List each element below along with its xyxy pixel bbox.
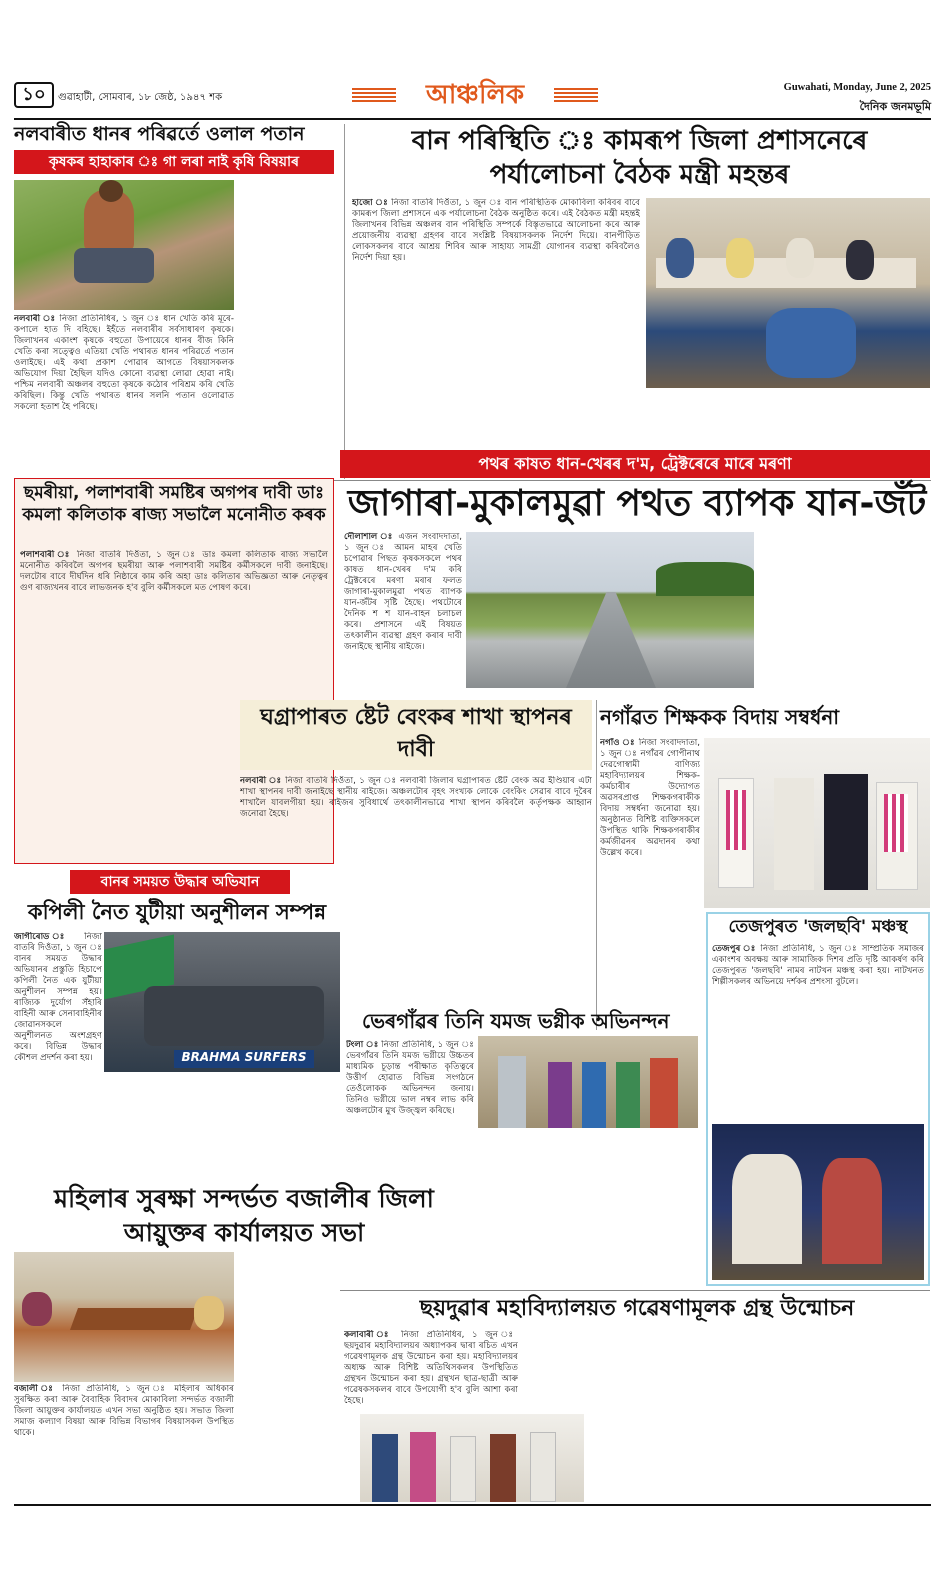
story7-body: জাগীৰোড ঃ নিজা বাতৰি দিওঁতা, ১ জুন ঃ বানৰ সময়ত উদ্ধাৰ অভিযানৰ প্ৰস্তুতি হিচাপে কপিলী নৈত এক যুটীয়া অনুশীলন সম্পন্ন হয়। ৰাজ্যিক দুৰ্যোগ সঁহাৰি বাহিনী আৰু সেনাবাহিনীৰ জোৱানসকলে অনুশীলনত অংশগ্ৰহণ কৰে। বিভিন্ন উদ্ধাৰ কৌশল প্ৰদৰ্শন কৰা হয়। xyxy=(14,932,102,1063)
story7-photo-caption: BRAHMA SURFERS xyxy=(174,1050,314,1068)
story1-headline: নলবাৰীত ধানৰ পৰিৱৰ্তে ওলাল পতান xyxy=(14,123,305,145)
story1-body: নলবাৰী ঃ নিজা প্ৰতিনিধিৰ, ১ জুন ঃ ধান খেতি কৰি মূৰে-কপালে হাত দি বহিছে। ইহঁতে নলবাৰীৰ সৰ্বসাধাৰণ কৃষকে। জিলাখনৰ একাংশ কৃষকে বহুতো উপায়েৰে ধানৰ বীজ কিনি খেতি কৰা সত্ত্বেও এতিয়া খেতি পথাৰত ধানৰ পৰিৱৰ্তে পতান ওলাইছে। এই কথা প্ৰকাশ পোৱাৰ আগতে বিষয়াসকলক অভিযোগ দিয়া হৈছিল যদিও কোনো ব্যৱস্থা লোৱা হোৱা নাই। পশ্চিম নলবাৰী অঞ্চলৰ বহুতো কৃষকে কঠোৰ পৰিশ্ৰম কৰি খেতি কৰিছিল। কিন্তু খেতি পথাৰত ধানৰ সলনি পতান ওলোৱাত সকলো হতাশ হৈ পৰিছে। xyxy=(14,314,234,412)
story8-photo xyxy=(478,1036,698,1128)
story11-body-col2 xyxy=(522,1330,930,1502)
story7-headline: কপিলী নৈত যুটীয়া অনুশীলন সম্পন্ন xyxy=(27,900,327,924)
masthead-date-english: Guwahati, Monday, June 2, 2025 xyxy=(783,82,931,93)
page-bottom-rule xyxy=(14,1504,931,1506)
page-number: ১০ xyxy=(14,82,54,108)
story3-body: পলাশবাৰী ঃ নিজা বাতৰি দিওঁতা, ১ জুন ঃ ডাঃ কমলা কলিতাক ৰাজ্য সভালৈ মনোনীত কৰিবলৈ অগপৰ ছমৰীয়া আৰু পলাশবাৰী সমষ্টিৰ কৰ্মীসকলে দাবী জনাইছে। দলটোৰ বাবে দীৰ্ঘদিন ধৰি নিষ্ঠাৰে কাম কৰি অহা ডাঃ কলিতাৰ অভিজ্ঞতা আৰু নেতৃত্বৰ গুণ ৰাজ্যখনৰ বাবে লাভজনক হ'ব বুলি কৰ্মীসকলে মত পোষণ কৰে। xyxy=(20,550,328,593)
story10-headline: মহিলাৰ সুৰক্ষা সন্দৰ্ভত বজালীৰ জিলা আয়ুক্তৰ কাৰ্যালয়ত সভা xyxy=(54,1184,434,1247)
column-rule xyxy=(596,700,597,1030)
story7-body-col2 xyxy=(104,1076,340,1172)
story10-photo xyxy=(14,1252,234,1382)
story10-body: বজালী ঃ নিজা প্ৰতিনিধি, ১ জুন ঃ মহিলাৰ অধিকাৰ সুৰক্ষিত কৰা আৰু বৈবাহিক বিবাদৰ মোকাবিলা সন্দৰ্ভত বজালী জিলা আয়ুক্তৰ কাৰ্যালয়ত এখন সভা অনুষ্ঠিত হয়। সভাত জিলা সমাজ কল্যাণ বিষয়া আৰু বিভিন্ন বিভাগৰ বিষয়াসকল উপস্থিত থাকে। xyxy=(14,1384,234,1438)
masthead-stripes-right xyxy=(554,88,598,102)
story8-body: টংলা ঃ নিজা প্ৰতিনিধি, ১ জুন ঃ ভেৰগাঁৱৰ তিনি যমজ ভগ্নীয়ে উচ্চতৰ মাধ্যমিক চূড়ান্ত পৰীক্ষাত কৃতিত্বৰে উত্তীৰ্ণ হোৱাত বিভিন্ন সংগঠনে তেওঁলোকক অভিনন্দন জনায়। তিনিও ভগ্নীয়ে ভাল নম্বৰ লাভ কৰি অঞ্চলটোৰ মুখ উজ্জ্বল কৰিছে। xyxy=(346,1040,474,1116)
story5-body: নলবাৰী ঃ নিজা বাতৰি দিওঁতা, ১ জুন ঃ নলবাৰী জিলাৰ ঘগ্ৰাপাৰত ষ্টেট বেংক অৱ ইণ্ডিয়াৰ এটা শাখা স্থাপনৰ দাবী জনাইছে স্থানীয় ৰাইজে। অঞ্চলটোৰ বৃহৎ সংখ্যক লোকে বেংকিং সেৱাৰ বাবে দূৰৈৰ শাখালৈ যাবলগীয়া হয়। ৰাইজৰ সুবিধাৰ্থে তৎকালীনভাৱে শাখা স্থাপন কৰিবলৈ কৰ্তৃপক্ষক আহ্বান জনোৱা হৈছে। xyxy=(240,776,592,819)
masthead-date-assamese: গুৱাহাটী, সোমবাৰ, ১৮ জেষ্ঠ, ১৯৪৭ শক xyxy=(58,92,223,103)
masthead-stripes-left xyxy=(352,88,396,102)
story8-body-col2 xyxy=(478,1132,698,1180)
paper-name: দৈনিক জনমভূমি xyxy=(859,100,931,113)
story4-banner: পথৰ কাষত ধান-খেৰৰ দ'ম, ট্ৰেক্টৰেৰে মাৰে মৰণা xyxy=(340,450,930,478)
section-rule xyxy=(340,1290,930,1291)
story1-subhead: কৃষকৰ হাহাকাৰ ঃ গা লৰা নাই কৃষি বিষয়াৰ xyxy=(14,150,334,174)
story11-body: কলাবাৰী ঃ নিজা প্ৰতিনিধিৰ, ১ জুন ঃ ছয়দুৱাৰ মহাবিদ্যালয়ৰ অধ্যাপকৰ দ্বাৰা ৰচিত এখন গৱেষণামূলক গ্ৰন্থ উন্মোচন কৰা হয়। মহাবিদ্যালয়ৰ অধ্যক্ষ আৰু বিশিষ্ট অতিথিসকলৰ উপস্থিতিত গ্ৰন্থখন উন্মোচন কৰা হয়। গ্ৰন্থখন ছাত্ৰ-ছাত্ৰী আৰু গৱেষকসকলৰ বাবে উপযোগী হ'ব বুলি আশা কৰা হৈছে। xyxy=(344,1330,518,1406)
story4-body: দৌলাশাল ঃ এজন সংবাদদাতা, ১ জুন ঃ আমন মাহৰ খেতি চপোৱাৰ পিছত কৃষকসকলে পথৰ কাষত ধান-খেৰৰ দ'ম কৰি ট্ৰেক্টৰেৰে মৰণা মৰাৰ ফলত জাগাৰা-মুকালমুৱা পথত ব্যাপক যান-জঁটৰ সৃষ্টি হৈছে। পথটোৰে দৈনিক শ শ যান-বাহন চলাচল কৰে। প্ৰশাসনে এই বিষয়ত তৎকালীন ব্যৱস্থা গ্ৰহণ কৰাৰ দাবী জনাইছে স্থানীয় ৰাইজে। xyxy=(344,532,462,652)
story6-body: নগাঁও ঃ নিজা সংবাদদাতা, ১ জুন ঃ নগাঁৱৰ গোপীনাথ দেৱগোস্বামী বাণিজ্য মহাবিদ্যালয়ৰ শিক্ষক-কৰ্মচাৰীৰ উদ্যোগত অৱসৰপ্ৰাপ্ত শিক্ষকগৰাকীক বিদায় সম্বৰ্ধনা জনোৱা হয়। অনুষ্ঠানত বিশিষ্ট ব্যক্তিসকলে উপস্থিত থাকি শিক্ষকগৰাকীৰ কৰ্মজীৱনৰ অৱদানৰ কথা উল্লেখ কৰে। xyxy=(600,738,700,858)
story9-headline: তেজপুৰত 'জলছবি' মঞ্চস্থ xyxy=(728,917,908,937)
column-rule xyxy=(344,124,345,479)
story7-kicker: বানৰ সময়ত উদ্ধাৰ অভিযান xyxy=(70,870,290,894)
story3-headline: ছমৰীয়া, পলাশবাৰী সমষ্টিৰ অগপৰ দাবী ডাঃ কমলা কলিতাক ৰাজ্য সভালৈ মনোনীত কৰক xyxy=(22,483,326,525)
masthead xyxy=(14,80,931,118)
story5-headline: ঘগ্ৰাপাৰত ষ্টেট বেংকৰ শাখা স্থাপনৰ দাবী xyxy=(260,705,572,762)
story6-photo xyxy=(704,738,930,908)
story4-photo xyxy=(466,532,754,688)
story11-headline: ছয়দুৱাৰ মহাবিদ্যালয়ত গৱেষণামূলক গ্ৰন্থ উন্মোচন xyxy=(419,1296,855,1321)
story4-body-col3 xyxy=(758,532,930,702)
story8-headline: ভেৰগাঁৱৰ তিনি যমজ ভগ্নীক অভিনন্দন xyxy=(362,1009,670,1033)
story2-photo xyxy=(646,198,930,388)
story2-headline: বান পৰিস্থিতি ঃ কামৰূপ জিলা প্ৰশাসনেৰে পৰ্যালোচনা বৈঠক মন্ত্ৰী মহন্তৰ xyxy=(411,126,868,190)
story1-photo xyxy=(14,180,234,310)
story6-headline: নগাঁৱত শিক্ষকক বিদায় সম্বৰ্ধনা xyxy=(600,705,840,729)
story2-body: হাজো ঃ নিজা বাতৰি দিওঁতা, ১ জুন ঃ বান পৰিস্থিতিক মোকাবিলা কৰিবৰ বাবে কামৰূপ জিলা প্ৰশাসনে এক পৰ্যালোচনা বৈঠক অনুষ্ঠিত কৰে। এই বৈঠকত মন্ত্ৰী মহন্তই জিলাখনৰ বিভিন্ন অঞ্চলৰ বান পৰিস্থিতি সম্পৰ্কে বিস্তৃতভাৱে আলোচনা কৰে আৰু প্ৰয়োজনীয় ব্যৱস্থা গ্ৰহণৰ বাবে সংশ্লিষ্ট বিষয়াসকলক নিৰ্দেশ দিয়ে। বানপীড়িত লোকসকলৰ বাবে আশ্ৰয় শিবিৰ আৰু সাহায্য সামগ্ৰী যোগানৰ ব্যৱস্থা কৰিবলৈও নিৰ্দেশ দিয়া হয়। xyxy=(352,198,640,263)
masthead-rule xyxy=(14,118,931,120)
section-name: আঞ্চলিক xyxy=(425,80,525,110)
story4-headline: জাগাৰা-মুকালমুৱা পথত ব্যাপক যান-জঁট xyxy=(347,483,927,524)
story9-photo xyxy=(712,1124,924,1280)
story9-body: তেজপুৰ ঃ নিজা প্ৰতিনিধি, ১ জুন ঃ সাম্প্ৰতিক সমাজৰ একাংশৰ অবক্ষয় আৰু সামাজিক দিশৰ প্ৰতি দৃষ্টি আকৰ্ষণ কৰি তেজপুৰত 'জলছবি' নামৰ নাটখন মঞ্চস্থ কৰা হয়। নাটখনত শিল্পীসকলৰ অভিনয়ে দৰ্শকৰ প্ৰশংসা বুটলে। xyxy=(712,944,924,987)
story7-photo xyxy=(104,932,340,1072)
story1-body-col2 xyxy=(238,180,340,472)
